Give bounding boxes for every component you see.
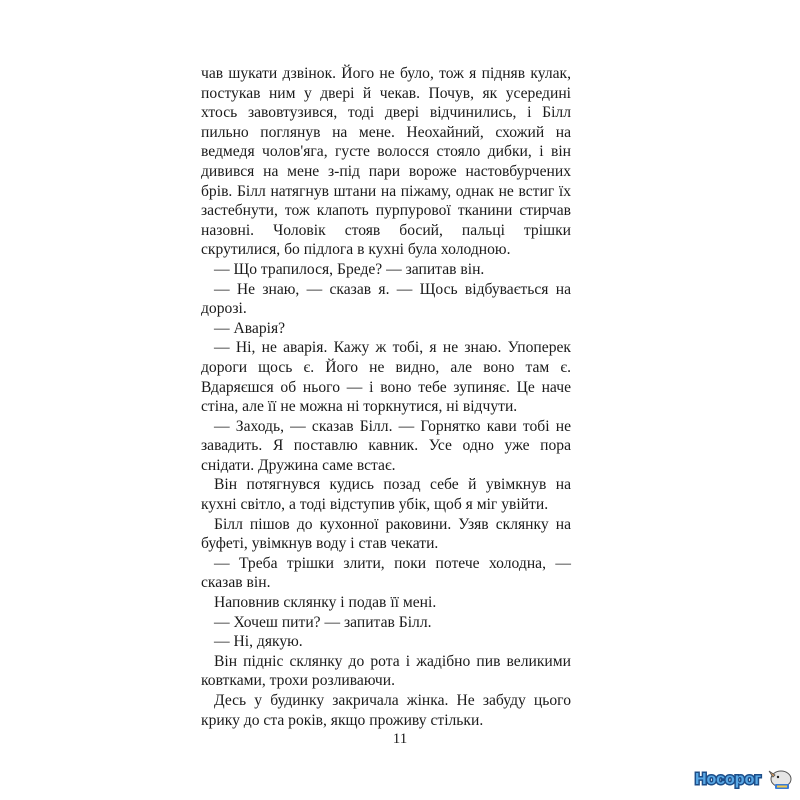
paragraph-continuation: чав шукати дзвінок. Його не було, тож я підняв кулак, постукав ним у двері й чекав. Почув, як усередині хтось завовтузився, тоді двері відчинились, і Білл пильно поглянув на мене. Неохайний, схожий на ведмедя чолов'яга, густе волосся стояло дибки, і він дивився на мене з-під пари вороже настовбурчених брів. Білл натягнув штани на піжаму, однак не встиг їх застебнути, тож клапоть пурпурової тканини стирчав назовні. Чоловік стояв босий, пальці трішки скрутилися, бо підлога в кухні була холодною. [201,65,571,259]
paragraph: — Не знаю, — сказав я. — Щось відбувається на дорозі. [201,280,571,318]
watermark-logo [693,763,793,793]
paragraph: — Заходь, — сказав Білл. — Горнятко кави тобі не завадить. Я поставлю кавник. Усе одно уже пора снідати. Дружина саме встає. [201,417,571,474]
paragraph: — Треба трішки злити, поки потече холодна, — сказав він. [201,554,571,592]
page-text [201,64,571,730]
paragraph: — Ні, не аварія. Кажу ж тобі, я не знаю. Упоперек дороги щось є. Його не видно, але воно там є. Вдаряєшся об нього — і воно тебе зупиняє. Це наче стіна, але її не можна ні торкнутися, ні відчути. [201,339,571,416]
watermark-text: Носорог [695,771,761,788]
paragraph: — Що трапилося, Бреде? — запитав він. [214,260,485,278]
paragraph: Він підніс склянку до рота і жадібно пив великими ковтками, трохи розливаючи. [201,652,571,690]
paragraph: Білл пішов до кухонної раковини. Узяв склянку на буфеті, увімкнув воду і став чекати. [201,515,571,553]
paragraph: Він потягнувся кудись позад себе й увімкнув на кухні світло, а тоді відступив убік, щоб я міг увійти. [201,476,571,514]
paragraph: — Хочеш пити? — запитав Білл. [214,613,432,631]
rhino-icon [769,771,791,789]
paragraph: — Аварія? [214,319,286,337]
store-watermark [693,763,793,793]
paragraph: Десь у будинку закричала жінка. Не забуду цього крику до ста років, якщо проживу стільки. [201,692,571,729]
paragraph: — Ні, дякую. [214,633,303,651]
paragraph: Наповнив склянку і подав її мені. [214,594,437,612]
page-number: 11 [392,731,408,747]
